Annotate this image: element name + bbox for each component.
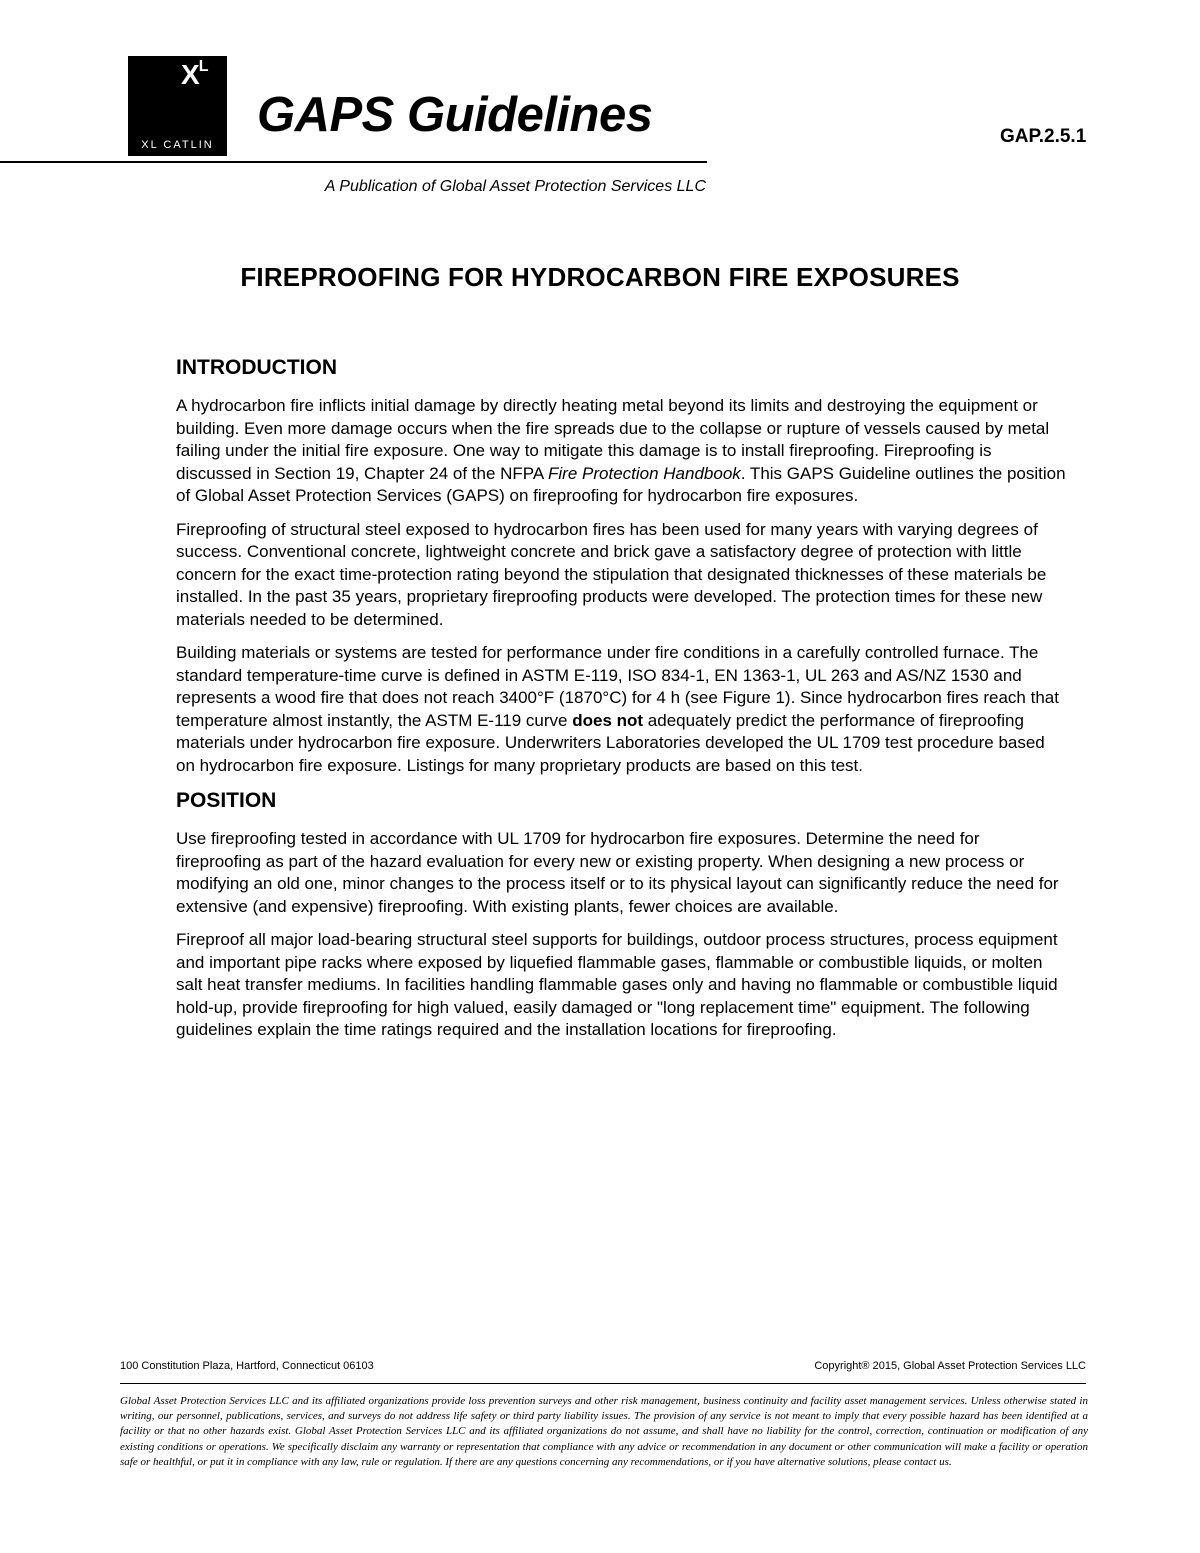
footer-divider xyxy=(120,1383,1086,1384)
introduction-paragraph-2: Fireproofing of structural steel exposed to hydrocarbon fires has been used for many years with varying degrees of success. Conventional concrete, lightweight concrete and brick gave a satisfactory degree of protection with little concern for the exact time-protection rating beyond the stipulation that designated thicknesses of these materials be installed. In the past 35 years, proprietary fireproofing products were developed. The protection times for these new materials needed to be determined. xyxy=(176,519,1047,629)
introduction-paragraph-1: A hydrocarbon fire inflicts initial damage by directly heating metal beyond its limits and destroying the equipment or building. Even more damage occurs when the fire spreads due to the collapse or rupture of vessels caused by metal failing under the initial fire exposure. One way to mitigate this damage is to install fireproofing. Fireproofing is discussed in Section 19, Chapter 24 of the NFPA Fire Protection Handbook. This GAPS Guideline outlines the position of Global Asset Protection Services (GAPS) on fireproofing for hydrocarbon fire exposures. xyxy=(176,396,1066,506)
position-paragraph-2: Fireproof all major load-bearing structural steel supports for buildings, outdoor process structures, process equipment and important pipe racks where exposed by liquefied flammable gases, flammable or combustible liquids, or molten salt heat transfer mediums. In facilities handling flammable gases only and having no flammable or combustible liquid hold-up, provide fireproofing for high valued, easily damaged or "long replacement time" equipment. The following guidelines explain the time ratings required and the installation locations for fireproofing. xyxy=(176,930,1058,1040)
document-title: FIREPROOFING FOR HYDROCARBON FIRE EXPOSURES xyxy=(240,262,960,292)
introduction-heading: INTRODUCTION xyxy=(176,356,337,379)
footer-info xyxy=(120,1360,1086,1372)
footer-disclaimer: Global Asset Protection Services LLC and its affiliated organizations provide loss prevention surveys and other risk management, business continuity and facility asset management services. Unless otherwise stated in writing, our personnel, publications, services, and surveys do not address life safety or third party liability issues. The provision of any service is not meant to imply that every possible hazard has been identified at a facility or that no other hazards exist. Global Asset Protection Services LLC and its affiliated organizations do not assume, and shall have no liability for the control, correction, continuation or modification of any existing conditions or operations. We specifically disclaim any warranty or representation that compliance with any advice or recommendation in any document or other communication will make a facility or operation safe or healthful, or put it in compliance with any law, rule or regulation. If there are any questions concerning any recommendations, or if you have alternative solutions, please contact us. xyxy=(120,1395,1088,1468)
logo-mark: $X^L$ xyxy=(181,58,208,90)
publication-title: GAPS Guidelines xyxy=(257,88,653,142)
document-id: GAP.2.5.1 xyxy=(1000,126,1087,147)
footer-copyright: Copyright® 2015, Global Asset Protection Services LLC xyxy=(814,1360,1086,1372)
logo-brand-text: XL CATLIN xyxy=(141,139,214,151)
header-divider xyxy=(0,161,707,163)
footer-address: 100 Constitution Plaza, Hartford, Connecticut 06103 xyxy=(120,1360,374,1372)
introduction-paragraph-3: Building materials or systems are tested for performance under fire conditions in a carefully controlled furnace. The standard temperature-time curve is defined in ASTM E-119, ISO 834-1, EN 1363-1, UL 263 and AS/NZ 1530 and represents a wood fire that does not reach 3400°F (1870°C) for 4 h (see Figure 1). Since hydrocarbon fires reach that temperature almost instantly, the ASTM E-119 curve does not adequately predict the performance of fireproofing materials under hydrocarbon fire exposure. Underwriters Laboratories developed the UL 1709 test procedure based on hydrocarbon fire exposure. Listings for many proprietary products are based on this test. xyxy=(176,643,1059,775)
xl-catlin-logo xyxy=(128,56,227,156)
position-paragraph-1: Use fireproofing tested in accordance with UL 1709 for hydrocarbon fire exposures. Determine the need for fireproofing as part of the hazard evaluation for every new or existing property. When designing a new process or modifying an old one, minor changes to the process itself or to its physical layout can significantly reduce the need for extensive (and expensive) fireproofing. With existing plants, fewer choices are available. xyxy=(176,829,1059,916)
document-body xyxy=(176,355,1066,1053)
position-heading: POSITION xyxy=(176,789,277,813)
publication-subtitle: A Publication of Global Asset Protection Services LLC xyxy=(324,178,706,195)
